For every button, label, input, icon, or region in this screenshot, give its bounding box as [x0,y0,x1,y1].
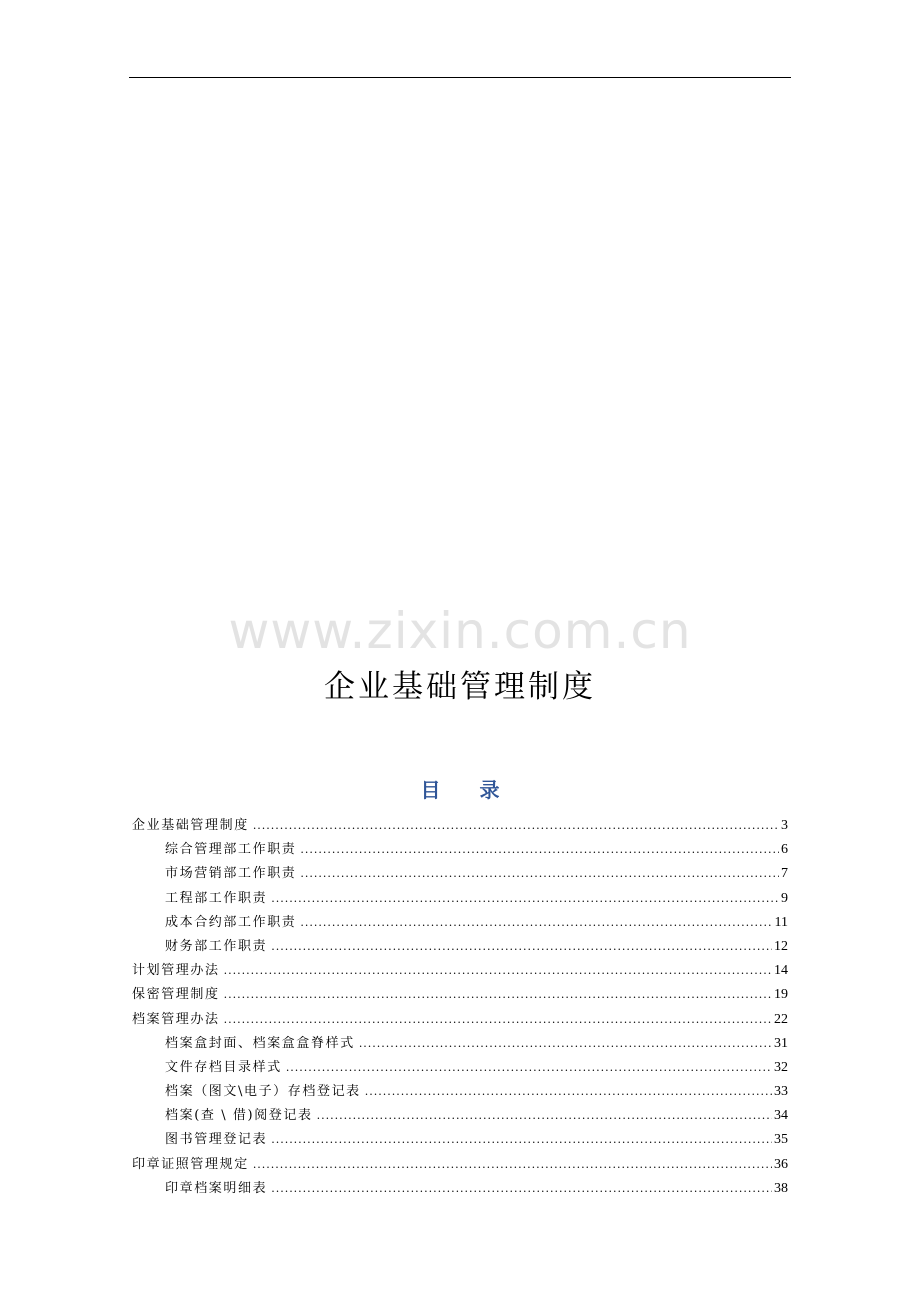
toc-entry-label: 市场营销部工作职责 [165,866,297,882]
toc-entry[interactable] [132,959,788,983]
toc-entry-label: 综合管理部工作职责 [165,842,297,858]
toc-entry-label: 成本合约部工作职责 [165,914,297,930]
toc-entry[interactable] [132,1080,788,1104]
toc-entry[interactable] [132,1032,788,1056]
toc-entry-label: 财务部工作职责 [165,938,268,954]
toc-entry-page: 14 [774,963,788,979]
watermark: www.zixin.com.cn [228,602,692,660]
toc-entry-page: 38 [774,1180,788,1196]
toc-entry-page: 12 [774,938,788,954]
toc-entry[interactable] [132,1128,788,1152]
toc-leader-dots [300,916,772,929]
toc-entry-label: 工程部工作职责 [165,890,268,906]
toc-entry-page: 22 [774,1011,788,1027]
toc-leader-dots [224,988,772,1001]
toc-leader-dots [253,1158,772,1171]
document-title: 企业基础管理制度 [324,669,596,705]
toc-entry[interactable] [132,1104,788,1128]
toc-leader-dots [224,1013,772,1026]
toc-leader-dots [286,1061,772,1074]
toc-entry-page: 31 [774,1035,788,1051]
toc-heading: 目 录 [420,778,516,802]
toc-leader-dots [271,1182,772,1195]
toc-leader-dots [317,1109,772,1122]
toc-leader-dots [253,819,779,832]
toc-entry[interactable] [132,1153,788,1177]
toc-entry[interactable] [132,1008,788,1032]
toc-entry-label: 档案（图文\电子）存档登记表 [165,1084,361,1100]
toc-entry-page: 7 [781,866,788,882]
toc-entry[interactable] [132,1056,788,1080]
toc-leader-dots [271,1133,772,1146]
toc-entry-label: 印章档案明细表 [165,1180,268,1196]
toc-entry-page: 19 [774,987,788,1003]
toc-entry-label: 档案盒封面、档案盒盒脊样式 [165,1035,355,1051]
toc-leader-dots [300,843,779,856]
toc-entry-label: 档案(查 \ 借)阅登记表 [165,1108,313,1124]
toc-entry-page: 34 [774,1108,788,1124]
toc-entry-page: 35 [774,1132,788,1148]
header-rule [129,77,791,78]
toc-entry[interactable] [132,814,788,838]
toc-entry[interactable] [132,935,788,959]
toc-entry-page: 9 [781,890,788,906]
toc-entry-label: 文件存档目录样式 [165,1059,282,1075]
toc-entry-label: 图书管理登记表 [165,1132,268,1148]
toc-leader-dots [359,1037,772,1050]
toc-entry[interactable] [132,1177,788,1201]
toc-entry[interactable] [132,887,788,911]
toc-leader-dots [224,964,772,977]
toc-entry[interactable] [132,911,788,935]
toc-entry-page: 11 [774,914,788,930]
toc-leader-dots [271,892,779,905]
toc-entry-page: 32 [774,1059,788,1075]
toc-leader-dots [365,1085,772,1098]
toc-entry-label: 档案管理办法 [132,1011,220,1027]
toc-entry-label: 企业基础管理制度 [132,818,249,833]
toc-entry[interactable] [132,862,788,886]
toc-entry-page: 36 [774,1156,788,1172]
toc-leader-dots [300,867,779,880]
toc-entry-label: 印章证照管理规定 [132,1156,249,1172]
toc-entry-label: 保密管理制度 [132,987,220,1003]
toc-entry[interactable] [132,838,788,862]
toc-entry-page: 3 [781,818,788,833]
toc-entry-page: 33 [774,1084,788,1100]
toc-leader-dots [271,940,772,953]
toc-entry-label: 计划管理办法 [132,963,220,979]
toc-entry[interactable] [132,983,788,1007]
table-of-contents [132,814,788,1201]
toc-entry-page: 6 [781,842,788,858]
